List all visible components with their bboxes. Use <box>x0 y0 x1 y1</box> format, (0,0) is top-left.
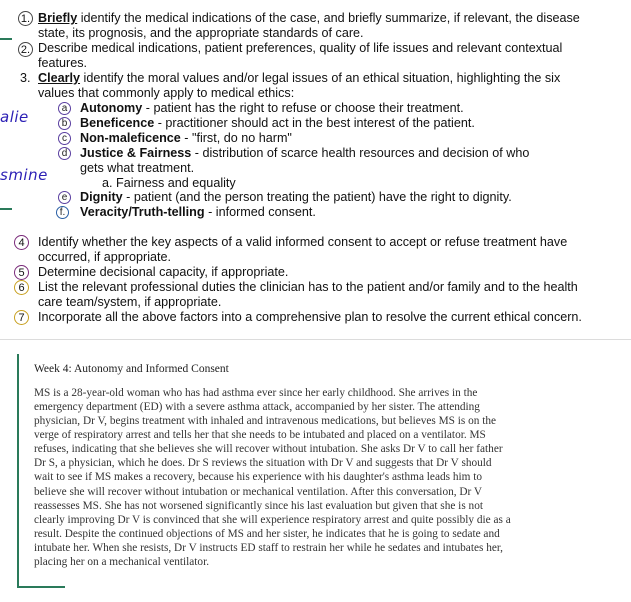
value-beneficence <box>80 116 475 131</box>
handwritten-note-2: smine <box>0 166 48 184</box>
item-6-line-2: care team/system, if appropriate. <box>38 295 222 309</box>
item-3-line-2: values that commonly apply to medical ethics: <box>38 86 295 100</box>
value-justice-sub-item: a. Fairness and equality <box>102 176 236 190</box>
value-name: Non-maleficence <box>80 131 181 145</box>
value-desc: - "first, do no harm" <box>180 131 292 145</box>
item-5-line-1: Determine decisional capacity, if appropriate. <box>38 265 289 279</box>
value-letter-circle: a <box>58 102 71 115</box>
case-line: Dr S, a physician, which he does. Dr S reviews the situation with Dr V and suggests that Dr V should <box>34 457 492 469</box>
value-name: Justice & Fairness <box>80 146 192 160</box>
item-number-circle: 1. <box>18 11 33 26</box>
item-3-line-1 <box>38 71 560 86</box>
item-3-number: 3. <box>20 71 31 85</box>
case-line: believe she will recover without intubation or mechanical ventilation. After this conversation, Dr V <box>34 486 483 498</box>
item-number-circle: 2. <box>18 42 33 57</box>
case-line: placing her on a mechanical ventilator. <box>34 556 210 568</box>
value-justice-line-2: gets what treatment. <box>80 161 195 175</box>
case-title: Week 4: Autonomy and Informed Consent <box>34 363 229 375</box>
case-line: refuses, indicating that she believes she will recover without intubation. She asks Dr V to call her father <box>34 443 503 455</box>
item-4-line-2: occurred, if appropriate. <box>38 250 172 264</box>
value-letter-circle: f. <box>56 206 69 219</box>
value-name: Autonomy <box>80 101 143 115</box>
case-line: reassesses MS. She has not worsened significantly since his last evaluation but given that she is not <box>34 500 483 512</box>
case-line: verge of respiratory arrest and tells her that she needs to be intubated and placed on a ventilator. MS <box>34 429 486 441</box>
value-justice <box>80 146 529 161</box>
value-desc: - distribution of scarce health resources and decision of who <box>191 146 530 160</box>
item-7-line-1: Incorporate all the above factors into a comprehensive plan to resolve the current ethical concern. <box>38 310 582 324</box>
item-6-line-1: List the relevant professional duties the clinician has to the patient and/or family and to the health <box>38 280 578 294</box>
case-line: MS is a 28-year-old woman who has had asthma ever since her early childhood. She arrives in the <box>34 387 478 399</box>
item-2-line-2: features. <box>38 56 88 70</box>
handwritten-note-1: alie <box>0 108 29 126</box>
item-number-circle: 7 <box>14 310 29 325</box>
value-dignity <box>80 190 512 205</box>
item-number-circle: 5 <box>14 265 29 280</box>
value-desc: - informed consent. <box>204 205 316 219</box>
value-letter-circle: e <box>58 191 71 204</box>
divider <box>0 339 631 340</box>
item-1-emphasis: Briefly <box>38 11 78 25</box>
margin-mark <box>0 38 12 40</box>
value-letter-circle: b <box>58 117 71 130</box>
item-4-line-1: Identify whether the key aspects of a valid informed consent to accept or refuse treatment have <box>38 235 568 249</box>
item-number-circle: 4 <box>14 235 29 250</box>
case-line: emergency department (ED) with a severe asthma attack, accompanied by her sister. The attending <box>34 401 480 413</box>
value-non-maleficence <box>80 131 292 146</box>
case-line: intubate her. When she resists, Dr V instructs ED staff to restrain her while he sedates and intubates her, <box>34 542 503 554</box>
value-desc: - patient has the right to refuse or choose their treatment. <box>142 101 464 115</box>
item-number-circle: 6 <box>14 280 29 295</box>
value-autonomy <box>80 101 464 116</box>
value-desc: - patient (and the person treating the patient) have the right to dignity. <box>122 190 512 204</box>
value-name: Beneficence <box>80 116 155 130</box>
value-letter-circle: d <box>58 147 71 160</box>
case-frame-bottom <box>17 586 65 588</box>
case-line: physician, Dr V, begins treatment with inhaled and intravenous medications, but believes MS is on the <box>34 415 497 427</box>
case-line: wait to see if MS makes a recovery, because his experience with his daughter's asthma leads him to <box>34 471 483 483</box>
item-1-line-1 <box>38 11 580 26</box>
item-1-text: identify the medical indications of the case, and briefly summarize, if relevant, the disease <box>77 11 580 25</box>
item-3-text: identify the moral values and/or legal issues of an ethical situation, highlighting the six <box>80 71 561 85</box>
value-desc: - practitioner should act in the best interest of the patient. <box>154 116 475 130</box>
item-1-line-2: state, its prognosis, and the appropriate standards of care. <box>38 26 364 40</box>
case-line: result. Despite the continued objections of MS and her sister, he indicates that he is going to sedate and <box>34 528 500 540</box>
margin-mark <box>0 208 12 210</box>
value-letter-circle: c <box>58 132 71 145</box>
case-frame-left <box>17 354 19 586</box>
value-name: Dignity <box>80 190 123 204</box>
item-3-emphasis: Clearly <box>38 71 81 85</box>
value-veracity <box>80 205 316 220</box>
case-line: clearly improving Dr V is convinced that she will experience respiratory arrest and quite possibly die as a <box>34 514 511 526</box>
item-2-line-1: Describe medical indications, patient preferences, quality of life issues and relevant contextual <box>38 41 563 55</box>
value-name: Veracity/Truth-telling <box>80 205 205 219</box>
